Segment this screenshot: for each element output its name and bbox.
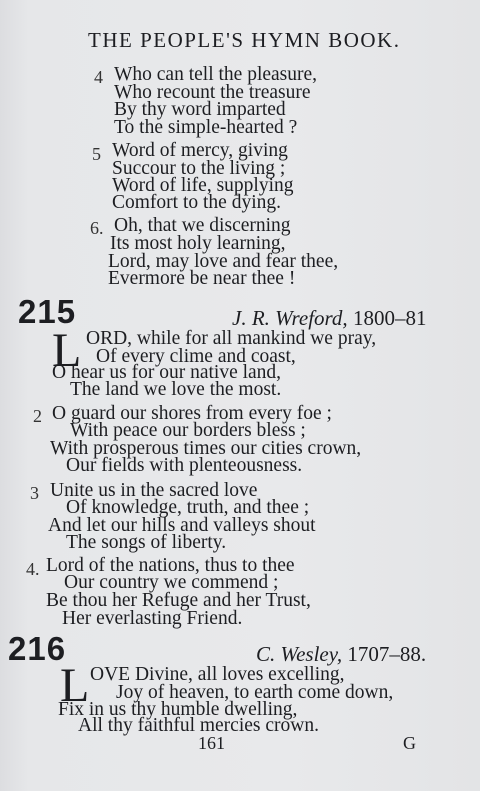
verse-line: OVE Divine, all loves excelling, [90, 664, 345, 685]
verse-line: Word of mercy, giving [112, 140, 288, 161]
author-name: J. R. Wreford, [232, 306, 348, 330]
verse-line: Unite us in the sacred love [50, 480, 258, 501]
verse-line: ORD, while for all mankind we pray, [86, 328, 377, 349]
verse-line: Lord, may love and fear thee, [108, 251, 339, 272]
verse-line: The land we love the most. [70, 379, 282, 400]
verse-line: Oh, that we discerning [114, 215, 291, 236]
stanza-number: 4. [26, 559, 40, 579]
verse-line: Word of life, supplying [112, 175, 294, 196]
verse-line: Who can tell the pleasure, [114, 64, 318, 85]
stanza-number: 5 [92, 144, 101, 164]
hymn-number: 215 [18, 293, 77, 330]
hymn-number: 216 [8, 630, 67, 667]
signature-mark: G [403, 733, 416, 753]
verse-line: The songs of liberty. [66, 532, 227, 553]
author-dates: 1707–88. [347, 642, 427, 666]
verse-line: O hear us for our native land, [52, 362, 282, 383]
verse-line: Succour to the living ; [112, 158, 286, 179]
verse-line: Of knowledge, truth, and thee ; [66, 497, 310, 518]
verse-line: And let our hills and valleys shout [48, 515, 316, 536]
verse-line: Comfort to the dying. [112, 192, 281, 213]
verse-line: Lord of the nations, thus to thee [46, 555, 295, 576]
stanza-number: 3 [30, 483, 39, 503]
verse-line: Who recount the treasure [114, 82, 311, 103]
stanza-number: 4 [94, 67, 103, 87]
stanza-number: 2 [33, 406, 42, 426]
verse-line: Her everlasting Friend. [62, 608, 243, 629]
verse-line: By thy word imparted [114, 99, 286, 120]
verse-line: To the simple-hearted ? [114, 117, 298, 138]
drop-cap: L [60, 659, 90, 712]
page-number: 161 [198, 733, 225, 753]
verse-line: Joy of heaven, to earth come down, [116, 682, 394, 703]
author-name: C. Wesley, [256, 642, 343, 666]
verse-line: Our country we commend ; [64, 572, 279, 593]
hymn-author [256, 642, 426, 666]
verse-line: Fix in us thy humble dwelling, [58, 699, 298, 720]
verse-line: With peace our borders bless ; [70, 420, 306, 441]
verse-line: O guard our shores from every foe ; [52, 403, 332, 424]
verse-line: Its most holy learning, [110, 233, 286, 254]
verse-line: All thy faithful mercies crown. [78, 715, 319, 736]
verse-line: Of every clime and coast, [96, 346, 296, 367]
verse-line: Be thou her Refuge and her Trust, [46, 590, 311, 611]
hymn-author [232, 306, 426, 330]
verse-line: With prosperous times our cities crown, [50, 438, 362, 459]
running-head: THE PEOPLE'S HYMN BOOK. [88, 28, 401, 52]
drop-cap: L [52, 324, 82, 377]
author-dates: 1800–81 [352, 306, 427, 330]
verse-line: Our fields with plenteousness. [66, 455, 303, 476]
stanza-number: 6. [90, 218, 104, 238]
verse-line: Evermore be near thee ! [108, 268, 296, 289]
